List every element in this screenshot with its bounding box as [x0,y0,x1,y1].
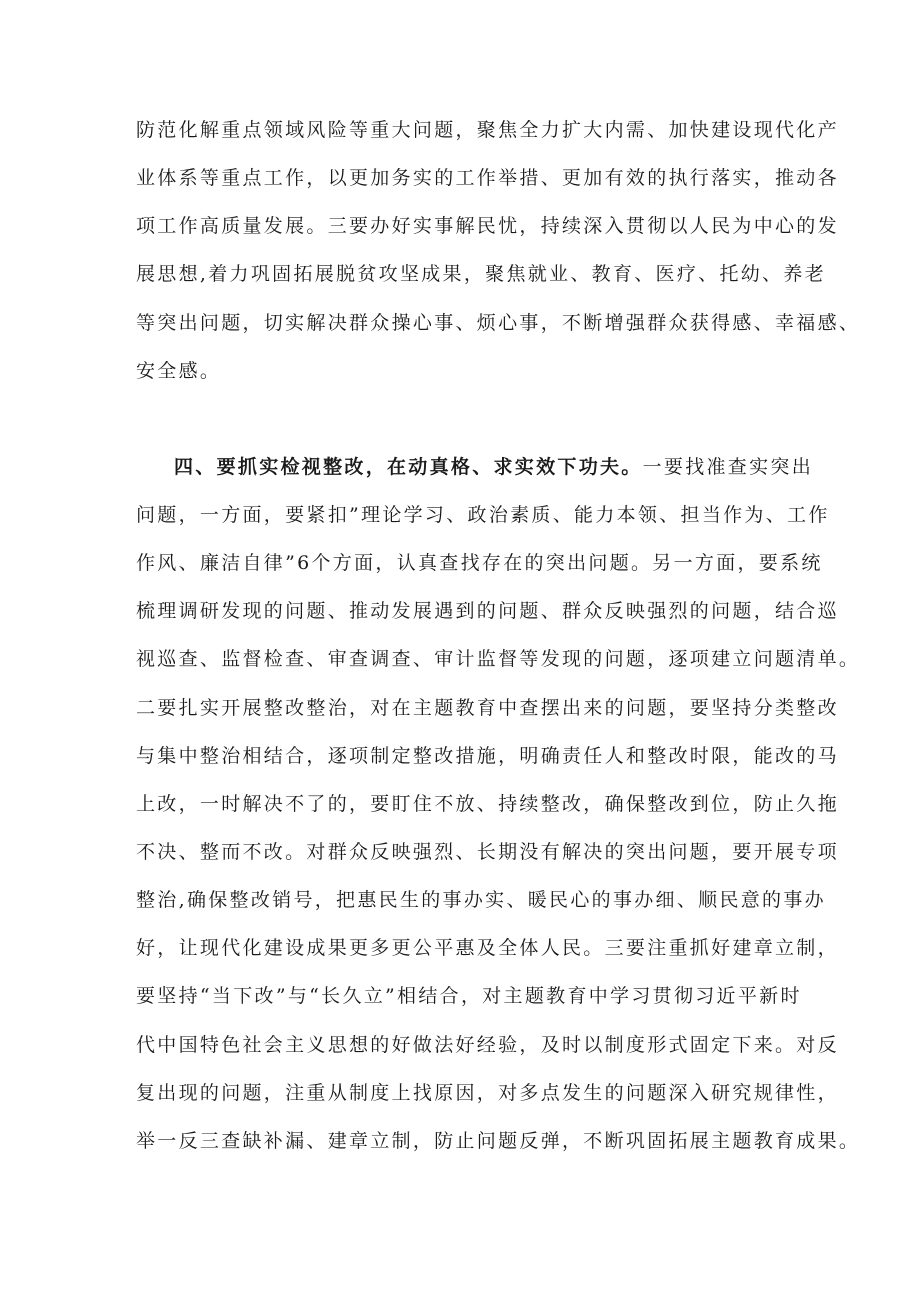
paragraph-2-line-14: 复出现的问题，注重从制度上找原因，对多点发生的问题深入研究规律性， [136,1082,839,1104]
paragraph-1-line-5: 等突出问题，切实解决群众操心事、烦心事，不断增强群众获得感、幸福感、 [136,312,861,334]
paragraph-1-line-3: 项工作高质量发展。三要办好实事解民忧，持续深入贯彻以人民为中心的发 [136,215,839,237]
paragraph-2-line-13: 代中国特色社会主义思想的好做法好经验，及时以制度形式固定下来。对反 [136,1034,839,1056]
paragraph-2-line-11: 好，让现代化建设成果更多更公平惠及全体人民。三要注重抓好建章立制， [136,937,839,959]
paragraph-1-line-6: 安全感。 [136,360,222,382]
paragraph-2-line-4: 梳理调研发现的问题、推动发展遇到的问题、群众反映强烈的问题，结合巡 [136,600,839,622]
paragraph-2-line-6: 二要扎实开展整改整治，对在主题教育中查摆出来的问题，要坚持分类整改 [136,697,839,719]
paragraph-2-line-12: 要坚持“当下改”与“长久立”相结合，对主题教育中学习贯彻习近平新时 [136,985,802,1007]
paragraph-2-line-8: 上改，一时解决不了的，要盯住不放、持续整改，确保整改到位，防止久拖 [136,793,839,815]
paragraph-2-line-2: 问题，一方面，要紧扣”理论学习、政治素质、能力本领、担当作为、工作 [136,504,830,526]
paragraph-2-line-3: 作风、廉洁自律”6个方面，认真查找存在的突出问题。另一方面，要系统 [136,552,823,574]
paragraph-1-line-4: 展思想,着力巩固拓展脱贫攻坚成果，聚焦就业、教育、医疗、托幼、养老 [136,263,826,285]
section-heading-continuation: 一要找准查实突出 [642,456,814,478]
paragraph-2-line-10: 整治,确保整改销号，把惠民生的事办实、暖民心的事办细、顺民意的事办 [136,889,826,911]
section-heading: 四、要抓实检视整改，在动真格、求实效下功夫。 [174,456,643,478]
paragraph-2-line-5: 视巡查、监督检查、审查调查、审计监督等发现的问题，逐项建立问题清单。 [136,648,861,670]
paragraph-2-line-1 [174,454,813,480]
paragraph-2-line-7: 与集中整治相结合，逐项制定整改措施，明确责任人和整改时限，能改的马 [136,745,839,767]
paragraph-1-line-1: 防范化解重点领域风险等重大问题，聚焦全力扩大内需、加快建设现代化产 [136,119,839,141]
paragraph-1-line-2: 业体系等重点工作，以更加务实的工作举措、更加有效的执行落实，推动各 [136,167,839,189]
paragraph-2-line-9: 不决、整而不改。对群众反映强烈、长期没有解决的突出问题，要开展专项 [136,841,839,863]
paragraph-2-line-15: 举一反三查缺补漏、建章立制，防止问题反弹，不断巩固拓展主题教育成果。 [136,1130,861,1152]
